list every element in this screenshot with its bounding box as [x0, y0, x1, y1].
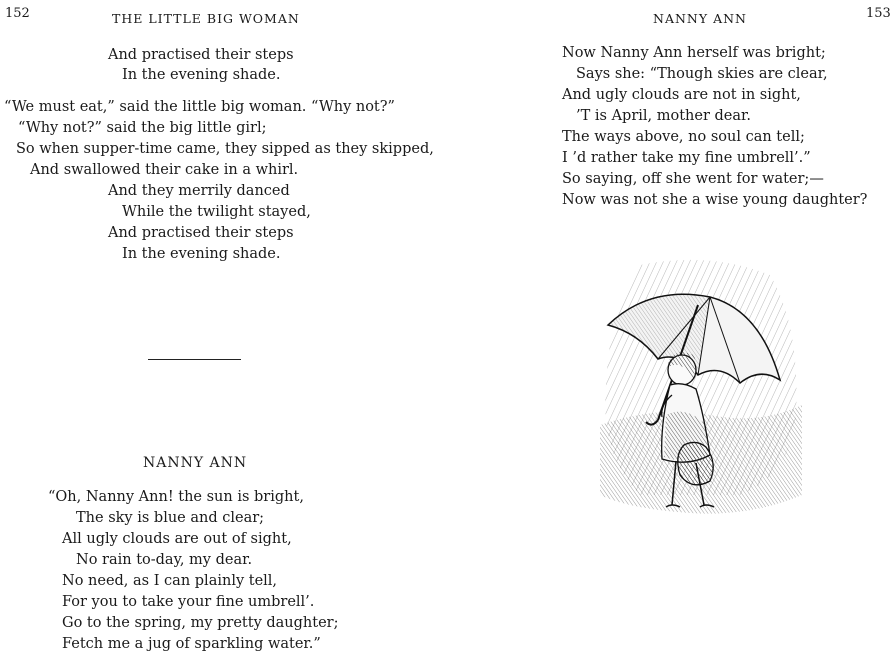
poem-line: Says she: “Though skies are clear, — [576, 66, 828, 82]
illustration-girl-with-umbrella — [600, 255, 802, 525]
section-divider — [148, 359, 241, 360]
page-number-right: 153 — [866, 6, 891, 21]
poem-line: The sky is blue and clear; — [76, 510, 265, 526]
poem-line: No need, as I can plainly tell, — [62, 573, 278, 589]
poem-line: “Why not?” said the big little girl; — [18, 120, 267, 136]
poem-line: No rain to-day, my dear. — [76, 552, 253, 568]
poem-line: And practised their steps — [108, 225, 294, 241]
poem-line: I ’d rather take my fine umbrell’.” — [562, 150, 811, 166]
poem-line: For you to take your fine umbrell’. — [62, 594, 315, 610]
poem-line: Fetch me a jug of sparkling water.” — [62, 636, 321, 652]
poem-line: Go to the spring, my pretty daughter; — [62, 615, 339, 631]
poem-line: In the evening shade. — [122, 246, 281, 262]
poem-line: The ways above, no soul can tell; — [562, 129, 805, 145]
poem-line: And swallowed their cake in a whirl. — [30, 162, 299, 178]
poem-line: Now was not she a wise young daughter? — [562, 192, 868, 208]
poem-line: “We must eat,” said the little big woman. “Why not?” — [4, 99, 395, 115]
poem-line: While the twilight stayed, — [122, 204, 311, 220]
poem-line: Now Nanny Ann herself was bright; — [562, 45, 826, 61]
right-page — [448, 0, 895, 667]
poem-line: ’T is April, mother dear. — [576, 108, 751, 124]
poem-line: “Oh, Nanny Ann! the sun is bright, — [48, 489, 304, 505]
poem-line: So saying, off she went for water;— — [562, 171, 824, 187]
poem-title: NANNY ANN — [143, 455, 248, 471]
running-head-right: NANNY ANN — [653, 11, 747, 26]
poem-line: And practised their steps — [108, 47, 294, 63]
poem-line: All ugly clouds are out of sight, — [62, 531, 292, 547]
poem-line: So when supper-time came, they sipped as they skipped, — [16, 141, 434, 157]
page-number-left: 152 — [5, 6, 30, 21]
poem-line: And ugly clouds are not in sight, — [562, 87, 801, 103]
running-head-left: THE LITTLE BIG WOMAN — [112, 11, 300, 26]
poem-line: And they merrily danced — [108, 183, 290, 199]
poem-line: In the evening shade. — [122, 67, 281, 83]
